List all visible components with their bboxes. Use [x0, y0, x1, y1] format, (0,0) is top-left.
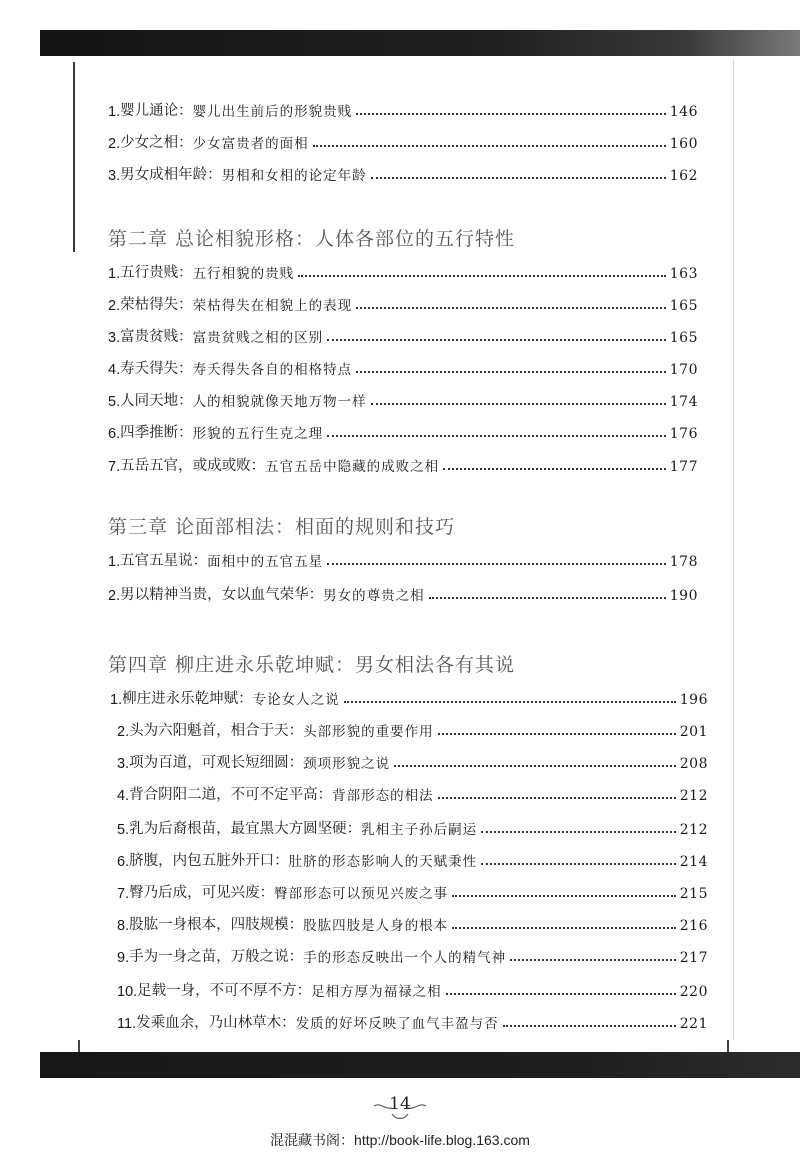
toc-entry-title: 五官五星说 [120, 553, 193, 569]
toc-entry[interactable] [108, 96, 698, 120]
toc-entry-separator: ： [288, 723, 304, 739]
toc-entry-title: 少女之相 [120, 135, 179, 151]
toc-entry-number: 6. [117, 854, 130, 870]
toc-entry-description: 五行相貌的贵贱 [192, 266, 295, 282]
left-margin-line [73, 62, 75, 252]
toc-entry-number: 1. [108, 266, 121, 282]
dot-leader [503, 1025, 676, 1027]
dot-leader [438, 733, 676, 735]
toc-entry-page: 212 [679, 822, 708, 838]
toc-entry-title: 人同天地 [120, 393, 179, 409]
toc-entry-separator: ： [178, 135, 193, 151]
toc-entry-description: 人的相貌就像天地万物一样 [192, 394, 367, 410]
dot-leader [356, 113, 666, 115]
dot-leader [443, 468, 666, 470]
toc-entry-page: 174 [669, 394, 698, 410]
toc-entry-separator: ： [308, 587, 324, 603]
right-margin-line [733, 60, 734, 1040]
toc-entry-page: 170 [669, 362, 698, 378]
dot-leader [481, 831, 676, 833]
toc-entry-title: 乳为后裔根苗，最宜黑大方圆坚硬 [129, 821, 347, 837]
toc-entry-separator: ： [250, 458, 266, 474]
toc-entry[interactable] [117, 814, 708, 838]
toc-entry-title: 手为一身之苗，万般之说 [129, 949, 289, 965]
toc-entry-title: 四季推断 [120, 425, 179, 441]
toc-entry[interactable] [108, 354, 698, 378]
dot-leader [438, 797, 676, 799]
toc-entry[interactable] [117, 910, 708, 934]
toc-entry-description: 男相和女相的论定年龄 [221, 168, 367, 184]
toc-entry-title: 男女成相年龄 [120, 167, 208, 183]
toc-entry-number: 2. [117, 724, 130, 740]
bottom-scan-bar [40, 1052, 800, 1078]
toc-entry-description: 股肱四肢是人身的根本 [303, 918, 449, 934]
toc-entry-number: 5. [108, 394, 121, 410]
dot-leader [344, 701, 676, 703]
chapter-heading: 第四章 柳庄进永乐乾坤赋：男女相法各有其说 [108, 654, 516, 676]
toc-entry-page: 208 [679, 756, 708, 772]
toc-entry-number: 7. [108, 459, 121, 475]
toc-entry-description: 头部形貌的重要作用 [303, 724, 434, 740]
dot-leader [429, 597, 666, 599]
toc-entry-title: 足载一身，不可不厚不方 [137, 983, 297, 999]
toc-entry-separator: ： [346, 821, 362, 837]
toc-entry-title: 柳庄进永乐乾坤赋 [122, 691, 239, 707]
toc-entry-page: 201 [679, 724, 708, 740]
top-scan-bar [40, 30, 800, 56]
toc-entry-page: 146 [669, 104, 698, 120]
toc-entry-separator: ： [288, 755, 304, 771]
toc-entry-title: 五行贵贱 [120, 265, 179, 281]
footer-watermark: 混混藏书阁：http://book-life.blog.163.com [270, 1132, 530, 1148]
toc-entry-separator: ： [178, 297, 193, 313]
dot-leader [327, 339, 666, 341]
toc-entry-number: 4. [108, 362, 121, 378]
dot-leader [356, 371, 666, 373]
toc-entry-separator: ： [178, 103, 193, 119]
toc-entry-number: 3. [117, 756, 130, 772]
toc-entry-number: 9. [117, 950, 130, 966]
dot-leader [298, 275, 666, 277]
toc-entry[interactable] [117, 878, 708, 902]
toc-entry[interactable] [108, 160, 698, 184]
toc-entry-number: 3. [108, 168, 121, 184]
dot-leader [313, 145, 666, 147]
toc-entry-page: 163 [669, 266, 698, 282]
toc-entry-number: 1. [110, 692, 123, 708]
toc-entry-page: 178 [669, 554, 698, 570]
toc-entry-page: 216 [679, 918, 708, 934]
toc-entry-page: 162 [669, 168, 698, 184]
toc-entry-page: 221 [679, 1016, 708, 1032]
toc-entry-page: 212 [679, 788, 708, 804]
toc-entry[interactable] [108, 418, 698, 442]
toc-entry-number: 8. [117, 918, 130, 934]
toc-entry-separator: ： [281, 1015, 296, 1031]
toc-entry-separator: ： [178, 393, 193, 409]
toc-entry-description: 富贵贫贱之相的区别 [192, 330, 324, 346]
toc-entry-number: 1. [108, 104, 121, 120]
toc-entry[interactable] [117, 748, 708, 772]
toc-entry-page: 176 [669, 426, 698, 442]
toc-entry[interactable] [117, 716, 708, 740]
toc-entry-number: 4. [117, 788, 130, 804]
toc-entry[interactable] [117, 942, 708, 966]
toc-entry-description: 婴儿出生前后的形貌贵贱 [192, 104, 353, 120]
dot-leader [371, 403, 666, 405]
toc-entry-page: 214 [679, 854, 708, 870]
toc-entry-page: 177 [669, 459, 698, 475]
dot-leader [481, 863, 676, 865]
toc-entry-description: 形貌的五行生克之理 [192, 426, 324, 442]
toc-entry-number: 2. [108, 588, 121, 604]
toc-entry[interactable] [117, 780, 708, 804]
toc-entry-title: 股肱一身根本，四肢规模 [129, 917, 289, 933]
toc-entry-separator: ： [178, 329, 193, 345]
toc-entry-description: 专论女人之说 [252, 692, 340, 708]
toc-entry[interactable] [108, 258, 698, 282]
toc-entry-description: 发质的好坏反映了血气丰盈与否 [295, 1016, 499, 1032]
toc-entry-description: 臀部形态可以预见兴废之事 [274, 886, 449, 902]
toc-entry-number: 2. [108, 298, 121, 314]
toc-entry-separator: ： [259, 885, 275, 901]
toc-entry-page: 220 [679, 984, 708, 1000]
toc-entry-title: 背合阴阳二道，不可不定平高 [129, 787, 318, 803]
toc-entry-separator: ： [274, 853, 289, 869]
toc-entry-title: 发乘血余，乃山林草木 [136, 1015, 282, 1031]
toc-entry-title: 富贵贫贱 [120, 329, 179, 345]
dot-leader [394, 765, 676, 767]
toc-entry-page: 165 [669, 298, 698, 314]
dot-leader [510, 959, 676, 961]
toc-entry-description: 颈项形貌之说 [303, 756, 391, 772]
toc-entry-title: 婴儿通论 [120, 103, 179, 119]
toc-entry-number: 3. [108, 330, 121, 346]
toc-entry-description: 手的形态反映出一个人的精气神 [303, 950, 507, 966]
dot-leader [327, 563, 666, 565]
toc-entry[interactable] [108, 580, 698, 604]
toc-entry-description: 背部形态的相法 [332, 788, 434, 804]
toc-entry-description: 足相方厚为福禄之相 [311, 984, 442, 1000]
toc-entry[interactable] [108, 451, 698, 475]
dot-leader [356, 307, 666, 309]
toc-entry-separator: ： [207, 167, 222, 183]
toc-entry[interactable] [108, 322, 698, 346]
toc-entry-separator: ： [178, 425, 193, 441]
dot-leader [327, 435, 666, 437]
toc-entry-page: 190 [669, 588, 698, 604]
toc-entry[interactable] [117, 976, 708, 1000]
toc-entry-separator: ： [238, 691, 253, 707]
toc-entry-page: 165 [669, 330, 698, 346]
toc-entry-separator: ： [296, 983, 312, 999]
toc-entry[interactable] [108, 546, 698, 570]
toc-entry-title: 脐腹，内包五脏外开口 [129, 853, 275, 869]
dot-leader [452, 895, 676, 897]
toc-entry-description: 荣枯得失在相貌上的表现 [192, 298, 353, 314]
toc-entry[interactable] [108, 386, 698, 410]
toc-entry[interactable] [108, 290, 698, 314]
toc-entry[interactable] [117, 1008, 708, 1032]
toc-entry-number: 5. [117, 822, 130, 838]
toc-entry-description: 五官五岳中隐藏的成败之相 [265, 459, 440, 475]
toc-entry-separator: ： [288, 917, 304, 933]
dot-leader [452, 927, 676, 929]
toc-entry-number: 6. [108, 426, 121, 442]
toc-entry-page: 196 [679, 692, 708, 708]
toc-entry-number: 10. [117, 984, 138, 1000]
chapter-heading: 第三章 论面部相法：相面的规则和技巧 [108, 516, 456, 538]
toc-entry-title: 五岳五官，或成或败 [120, 458, 251, 474]
page-number: 14 [389, 1094, 411, 1114]
toc-entry-separator: ： [317, 787, 333, 803]
toc-entry-description: 面相中的五官五星 [207, 554, 324, 570]
toc-entry-title: 项为百道，可观长短细圆 [129, 755, 289, 771]
toc-entry-description: 乳相主子孙后嗣运 [361, 822, 478, 838]
toc-entry-number: 2. [108, 136, 121, 152]
toc-entry-title: 臀乃后成，可见兴废 [129, 885, 260, 901]
toc-entry[interactable] [108, 128, 698, 152]
toc-entry-description: 肚脐的形态影响人的天赋秉性 [288, 854, 478, 870]
toc-entry-page: 160 [669, 136, 698, 152]
toc-entry-page: 215 [679, 886, 708, 902]
toc-entry-title: 男以精神当贵，女以血气荣华 [120, 587, 309, 603]
toc-entry-title: 寿夭得失 [120, 361, 179, 377]
toc-entry-title: 头为六阳魁首，相合于天 [129, 723, 289, 739]
toc-entry-description: 少女富贵者的面相 [192, 136, 309, 152]
toc-entry-title: 荣枯得失 [120, 297, 179, 313]
toc-entry-number: 7. [117, 886, 130, 902]
toc-entry-number: 1. [108, 554, 121, 570]
dot-leader [371, 177, 666, 179]
toc-entry-description: 男女的尊贵之相 [323, 588, 425, 604]
toc-entry[interactable] [117, 846, 708, 870]
dot-leader [446, 993, 676, 995]
toc-entry-separator: ： [288, 949, 304, 965]
toc-entry-separator: ： [192, 553, 208, 569]
toc-entry-page: 217 [679, 950, 708, 966]
toc-entry-separator: ： [178, 361, 193, 377]
toc-entry-description: 寿夭得失各自的相格特点 [192, 362, 353, 378]
toc-entry-separator: ： [178, 265, 193, 281]
chapter-heading: 第二章 总论相貌形格：人体各部位的五行特性 [108, 228, 516, 250]
toc-entry[interactable] [110, 684, 708, 708]
toc-entry-number: 11. [117, 1016, 137, 1032]
